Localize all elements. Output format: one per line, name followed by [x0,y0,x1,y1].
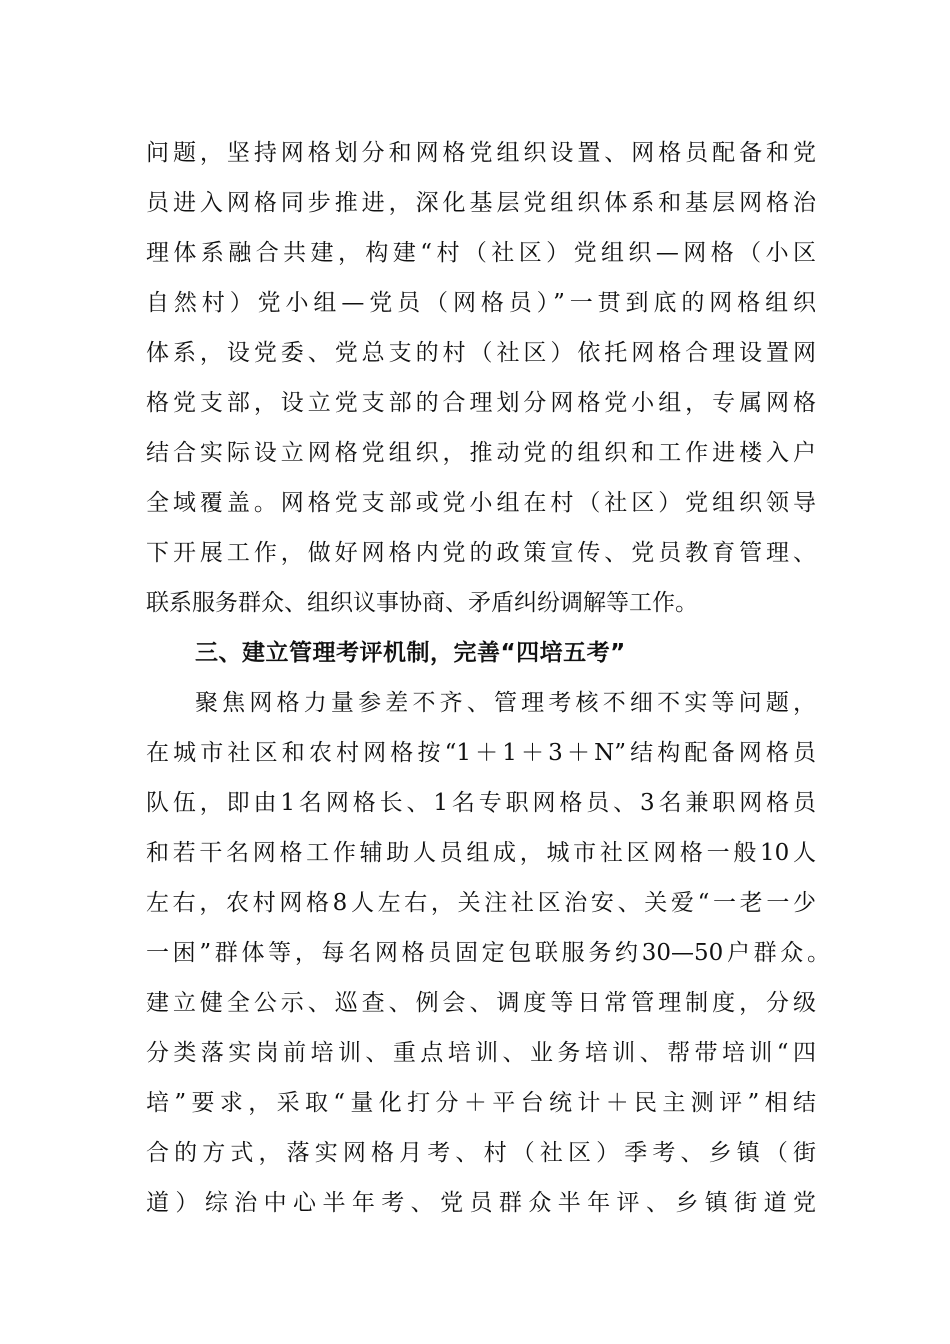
body-text-line: 员进入网格同步推进，深化基层党组织体系和基层网格治 [146,190,816,216]
body-text-line: 下开展工作，做好网格内党的政策宣传、党员教育管理、 [146,540,816,566]
body-text-line: 问题，坚持网格划分和网格党组织设置、网格员配备和党 [146,140,816,166]
body-text-line: 格党支部，设立党支部的合理划分网格党小组，专属网格 [146,390,816,416]
section-text-line: 队伍，即由1名网格长、1名专职网格员、3名兼职网格员 [146,790,816,816]
section-text-line: 建立健全公示、巡查、例会、调度等日常管理制度，分级 [146,990,816,1016]
section-text-line: 分类落实岗前培训、重点培训、业务培训、帮带培训“四 [146,1040,816,1066]
section-text-line: 和若干名网格工作辅助人员组成，城市社区网格一般10人 [146,840,816,866]
body-text-line: 自然村）党小组—党员（网格员）”一贯到底的网格组织 [146,290,816,316]
body-text-line: 理体系融合共建，构建“村（社区）党组织—网格（小区 [146,240,816,266]
section-text-line: 左右，农村网格8人左右，关注社区治安、关爱“一老一少 [146,890,816,916]
section-text-line: 一困”群体等，每名网格员固定包联服务约30—50户群众。 [146,940,830,966]
section-text-line: 培”要求，采取“量化打分＋平台统计＋民主测评”相结 [146,1090,816,1116]
section-text-line: 在城市社区和农村网格按“1＋1＋3＋N”结构配备网格员 [146,740,816,766]
section-heading: 三、建立管理考评机制，完善“四培五考” [195,640,626,666]
section-text-line: 合的方式，落实网格月考、村（社区）季考、乡镇（街 [146,1140,816,1166]
body-text-line: 结合实际设立网格党组织，推动党的组织和工作进楼入户 [146,440,816,466]
body-text-line: 联系服务群众、组织议事协商、矛盾纠纷调解等工作。 [146,590,698,616]
body-text-line: 全域覆盖。网格党支部或党小组在村（社区）党组织领导 [146,490,816,516]
body-text-line: 体系，设党委、党总支的村（社区）依托网格合理设置网 [146,340,816,366]
section-text-line: 聚焦网格力量参差不齐、管理考核不细不实等问题， [195,690,816,716]
section-text-line: 道）综治中心半年考、党员群众半年评、乡镇街道党 [146,1190,816,1216]
